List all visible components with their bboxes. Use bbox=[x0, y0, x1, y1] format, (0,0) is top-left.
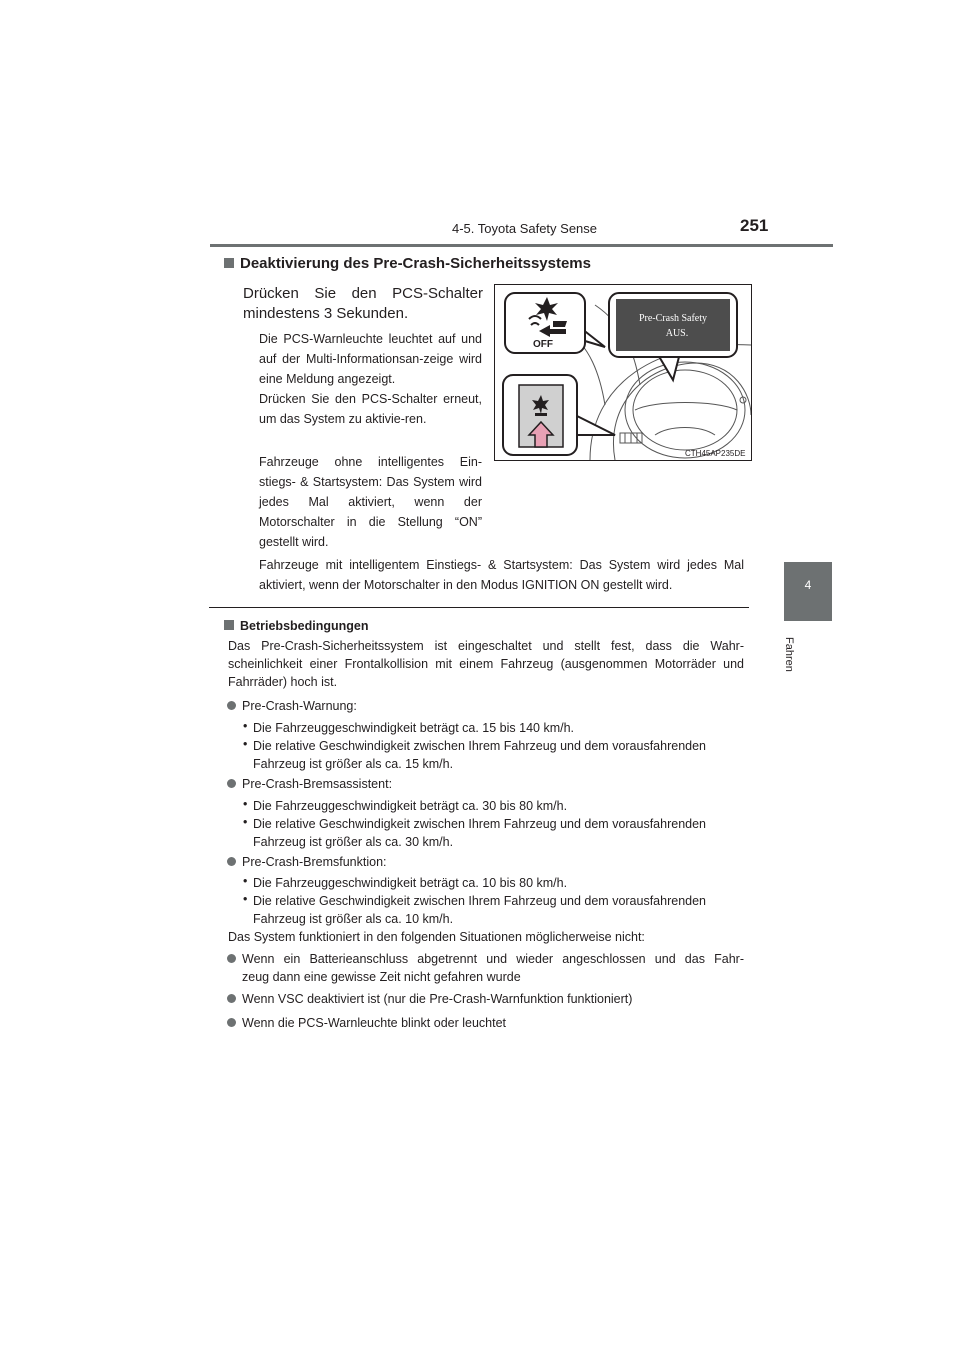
list-item-text: Fahrzeug ist größer als ca. 30 km/h. bbox=[253, 835, 454, 849]
info-intro: Das Pre-Crash-Sicherheitssystem ist eingeschaltet und stellt fest, dass die Wahr-scheinlichkeit einer Frontalkollision mit einem Fahrzeug (ausgenommen Motorräder und Fahrräder) hoch ist. bbox=[228, 639, 744, 689]
group-label-text: Pre-Crash-Bremsassistent: bbox=[242, 777, 393, 791]
group-label bbox=[227, 853, 387, 871]
condition-text: Wenn VSC deaktiviert ist (nur die Pre-Crash-Warnfunktion funktioniert) bbox=[242, 992, 633, 1006]
figure-code: CTH45AP235DE bbox=[685, 449, 746, 458]
round-bullet-icon bbox=[227, 857, 236, 866]
off-label: OFF bbox=[533, 339, 553, 350]
condition-item bbox=[227, 950, 744, 968]
list-item-text: Fahrzeug ist größer als ca. 15 km/h. bbox=[253, 757, 454, 771]
chapter-number: 4 bbox=[804, 578, 812, 592]
note-without-smart-entry: Fahrzeuge ohne intelligentes Ein-stiegs- & Startsystem: Das System wird jedes Mal aktiviert, wenn der Motorschalter in die Stellung “ON” gestellt wird. bbox=[259, 455, 482, 549]
list-item: • bbox=[243, 815, 248, 829]
list-item-text: Fahrzeug ist größer als ca. 10 km/h. bbox=[253, 912, 454, 926]
condition-item bbox=[227, 1014, 506, 1032]
list-item-text: Die Fahrzeuggeschwindigkeit beträgt ca. 30 bis 80 km/h. bbox=[253, 799, 568, 813]
not-working-intro: Das System funktioniert in den folgenden Situationen möglicherweise nicht: bbox=[228, 930, 645, 944]
condition-text: Wenn die PCS-Warnleuchte blinkt oder leuchtet bbox=[242, 1016, 507, 1030]
group-label-text: Pre-Crash-Warnung: bbox=[242, 699, 357, 713]
list-item-text: Die relative Geschwindigkeit zwischen Ihrem Fahrzeug und dem vorausfahrenden bbox=[253, 739, 707, 753]
list-item-text: Die relative Geschwindigkeit zwischen Ihrem Fahrzeug und dem vorausfahrenden bbox=[253, 894, 707, 908]
section-separator bbox=[209, 607, 749, 608]
list-item-text: Die Fahrzeuggeschwindigkeit beträgt ca. 15 bis 140 km/h. bbox=[253, 721, 575, 735]
page-number: 251 bbox=[740, 216, 769, 235]
group-label bbox=[227, 775, 392, 793]
display-line-1: Pre-Crash Safety bbox=[638, 313, 708, 324]
header-rule bbox=[210, 244, 833, 247]
note-warning-light: Die PCS-Warnleuchte leuchtet auf und auf der Multi-Informationsan-zeige wird eine Meldung angezeigt. bbox=[259, 332, 482, 386]
instruction-line-2: mindestens 3 Sekunden. bbox=[243, 305, 409, 322]
square-bullet-icon bbox=[224, 258, 234, 268]
info-title bbox=[224, 617, 368, 635]
note-with-smart-entry: Fahrzeuge mit intelligentem Einstiegs- & Startsystem: Das System wird jedes Mal aktiviert, wenn der Motorschalter in den Modus IGNITION ON gestellt wird. bbox=[259, 558, 744, 592]
list-item: • bbox=[243, 737, 248, 751]
info-title-text: Betriebsbedingungen bbox=[240, 619, 369, 633]
display-line-2: AUS. bbox=[665, 328, 689, 339]
round-bullet-icon bbox=[227, 1018, 236, 1027]
section-title bbox=[224, 255, 591, 272]
list-item: • bbox=[243, 797, 248, 811]
round-bullet-icon bbox=[227, 779, 236, 788]
instruction-line-1: Drücken Sie den PCS-Schalter bbox=[243, 285, 483, 302]
dashboard-svg bbox=[495, 285, 751, 460]
list-item: • bbox=[243, 892, 248, 906]
section-title-text: Deaktivierung des Pre-Crash-Sicherheitssystems bbox=[240, 255, 591, 272]
running-header: 4-5. Toyota Safety Sense bbox=[452, 221, 598, 236]
group-label bbox=[227, 697, 357, 715]
round-bullet-icon bbox=[227, 954, 236, 963]
condition-continuation: zeug dann eine gewisse Zeit nicht gefahren wurde bbox=[242, 970, 521, 984]
list-item-text: Die Fahrzeuggeschwindigkeit beträgt ca. 10 bis 80 km/h. bbox=[253, 876, 568, 890]
round-bullet-icon bbox=[227, 994, 236, 1003]
round-bullet-icon bbox=[227, 701, 236, 710]
list-item: • bbox=[243, 874, 248, 888]
dashboard-illustration bbox=[494, 284, 752, 461]
chapter-label: Fahren bbox=[783, 636, 795, 672]
note-reactivate: Drücken Sie den PCS-Schalter erneut, um das System zu aktivie-ren. bbox=[259, 392, 482, 426]
list-item: • bbox=[243, 719, 248, 733]
group-label-text: Pre-Crash-Bremsfunktion: bbox=[242, 855, 387, 869]
list-item-text: Die relative Geschwindigkeit zwischen Ihrem Fahrzeug und dem vorausfahrenden bbox=[253, 817, 707, 831]
condition-item bbox=[227, 990, 632, 1008]
square-bullet-icon bbox=[224, 620, 234, 630]
condition-text: Wenn ein Batterieanschluss abgetrennt und wieder angeschlossen und das Fahr- bbox=[242, 952, 744, 966]
